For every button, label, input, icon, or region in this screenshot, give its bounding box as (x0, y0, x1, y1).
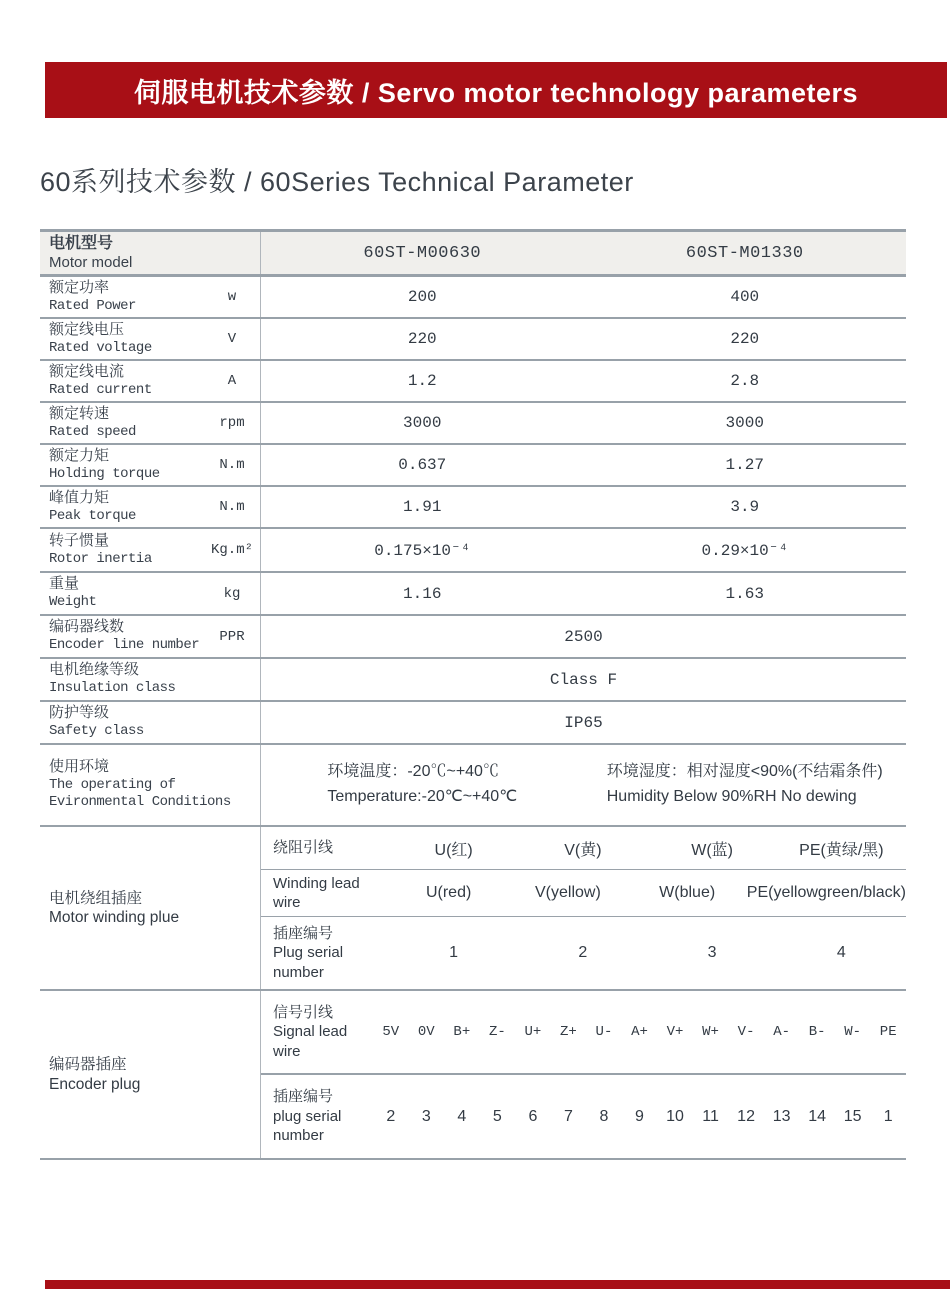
header-banner (45, 62, 947, 118)
table-row-rated-current (40, 361, 906, 403)
row-unit: rpm (219, 415, 245, 431)
lead-wire-zh-values (389, 837, 906, 860)
row-label-en: Insulation class (49, 680, 176, 697)
cell-value: 15 (843, 1107, 862, 1125)
encoder-signal-row (261, 991, 906, 1075)
row-unit: w (227, 289, 237, 305)
cell-value: 3 (421, 1107, 431, 1125)
header-label-en: Motor model (49, 253, 133, 271)
row-unit: PPR (219, 628, 245, 645)
table-row-safety-class (40, 702, 906, 745)
cell-value: 8 (599, 1107, 609, 1125)
footer-rule (45, 1280, 950, 1289)
header-label (49, 234, 260, 273)
row-label-zh: 额定功率 (49, 278, 110, 296)
row-label (49, 405, 208, 441)
sub-row-label (261, 1003, 373, 1062)
row-label-en-line2: Evironmental Conditions (49, 794, 231, 811)
cell-value: 6 (528, 1107, 538, 1125)
cell-value: B- (808, 1024, 826, 1040)
cell-value: U+ (524, 1024, 542, 1040)
cell-value: 220 (407, 330, 437, 348)
row-label-zh: 额定转速 (49, 404, 110, 422)
winding-sub-rows (261, 827, 906, 989)
cell-value: 11 (702, 1107, 719, 1125)
page-title: 60系列技术参数 / 60Series Technical Parameter (40, 167, 634, 197)
cell-value: 1.2 (407, 372, 437, 390)
cell-value: W+ (702, 1024, 719, 1040)
row-label-zh: 重量 (49, 575, 80, 593)
row-label-en: Weight (49, 594, 97, 611)
cell-value: 2 (578, 944, 588, 961)
cell-value: 0.175×10⁻⁴ (374, 542, 471, 560)
section-label (49, 1055, 260, 1094)
row-label (49, 618, 208, 654)
plug-serial-zh: 插座编号 (273, 1088, 334, 1106)
table-row-rated-voltage (40, 319, 906, 361)
row-label-cell (40, 529, 261, 571)
row-label-zh: 额定线电流 (49, 362, 125, 380)
section-label-cell (40, 991, 261, 1158)
row-label-en: Holding torque (49, 465, 160, 482)
cell-value: V(yellow) (535, 884, 601, 901)
cell-value: U(red) (425, 884, 472, 901)
signal-en: Signal lead wire (273, 1023, 348, 1060)
header-label-cell (40, 232, 261, 274)
row-label-en: Safety class (49, 723, 144, 740)
encoder-plug-serial-values (373, 1108, 906, 1126)
row-label-en: Rated voltage (49, 339, 152, 356)
cell-value: 5 (492, 1107, 502, 1125)
cell-value: Class F (549, 670, 618, 689)
row-label-zh: 电机绝缘等级 (49, 661, 140, 679)
row-label-zh: 使用环境 (49, 758, 110, 776)
cell-value: Z- (488, 1024, 506, 1040)
cell-value: 1.91 (403, 498, 442, 516)
row-label-cell (40, 277, 261, 317)
cell-value: 4 (457, 1107, 467, 1125)
row-label-en: Rated current (49, 381, 152, 398)
cell-value: 1.63 (725, 584, 764, 603)
cell-value: B+ (453, 1024, 471, 1040)
winding-lead-wire-en-row (261, 870, 906, 917)
cell-value: A- (773, 1024, 791, 1040)
row-label-zh: 额定力矩 (49, 446, 110, 464)
banner-title: 伺服电机技术参数 / Servo motor technology parameters (133, 77, 859, 108)
row-label-en-line1: The operating of (49, 776, 176, 793)
section-label-cell (40, 827, 261, 989)
encoder-plug-serial-row (261, 1075, 906, 1158)
row-label (49, 758, 260, 812)
table-row-encoder-line-number (40, 616, 906, 659)
row-label-en: Peak torque (49, 507, 136, 524)
cell-value: 220 (730, 330, 760, 348)
row-label-zh: 额定线电压 (49, 320, 125, 338)
model-column-2: 60ST-M01330 (685, 243, 804, 263)
row-label-en: Rated Power (49, 297, 136, 314)
row-unit: Kg.m² (210, 542, 253, 558)
cell-value: W(蓝) (691, 841, 733, 859)
row-label-zh: 防护等级 (49, 704, 110, 722)
cell-value: 0.29×10⁻⁴ (701, 542, 788, 560)
winding-lead-wire-zh-row (261, 827, 906, 870)
cell-value: V- (737, 1024, 755, 1040)
cell-value: 2500 (564, 627, 603, 646)
row-unit: V (227, 331, 237, 347)
cell-value: Z+ (560, 1024, 577, 1040)
row-label (49, 489, 208, 525)
sub-row-label (261, 874, 389, 913)
section-label-en: Encoder plug (49, 1075, 141, 1093)
cell-value: V+ (666, 1024, 684, 1040)
cell-value: A+ (631, 1024, 648, 1040)
row-label-cell (40, 745, 261, 825)
humidity-zh: 环境湿度：相对湿度<90%(不结霜条件) (606, 763, 883, 781)
lead-wire-en-values (389, 884, 906, 902)
row-label (49, 704, 260, 740)
winding-plug-serial-row (261, 917, 906, 989)
table-row-rated-power (40, 277, 906, 319)
cell-value: 2 (386, 1107, 396, 1125)
cell-value: 3000 (403, 414, 442, 432)
cell-value: 14 (808, 1107, 827, 1125)
cell-value: V(黄) (564, 841, 602, 859)
humidity-text (607, 760, 883, 810)
row-label-zh: 转子惯量 (49, 531, 110, 549)
row-label-cell (40, 403, 261, 443)
plug-serial-en: Plug serial number (273, 944, 344, 981)
row-label-cell (40, 702, 261, 743)
table-row-rotor-inertia (40, 529, 906, 573)
cell-value: 200 (407, 288, 437, 306)
temperature-zh: 环境温度：-20℃~+40℃ (327, 763, 499, 781)
cell-value: PE(yellowgreen/black) (746, 884, 906, 901)
table-row-weight (40, 573, 906, 616)
cell-value: IP65 (564, 713, 603, 732)
table-header-row (40, 232, 906, 277)
section-label (49, 889, 260, 928)
row-label (49, 447, 208, 483)
cell-value: 9 (635, 1107, 644, 1125)
table-row-rated-speed (40, 403, 906, 445)
temperature-text (327, 760, 517, 810)
cell-value: PE(黄绿/黑) (799, 841, 884, 859)
cell-value: W(blue) (659, 884, 716, 901)
row-label-cell (40, 616, 261, 657)
section-label-zh: 编码器插座 (49, 1056, 127, 1074)
section-label-en: Motor winding plue (49, 909, 180, 926)
cell-value: 4 (836, 944, 846, 961)
environment-temperature-cell (261, 745, 584, 825)
lead-wire-zh-label: 绕阻引线 (273, 839, 334, 857)
header-label-zh: 电机型号 (49, 234, 114, 252)
encoder-sub-rows (261, 991, 906, 1158)
cell-value: 3 (707, 944, 717, 961)
environment-humidity-cell (584, 745, 907, 825)
cell-value: U(红) (434, 841, 473, 859)
temperature-en: Temperature:-20℃~+40℃ (327, 788, 518, 805)
winding-plug-serial-values (389, 944, 906, 962)
plug-serial-en: plug serial number (273, 1107, 342, 1145)
section-motor-winding-plug (40, 827, 906, 991)
row-label-zh: 峰值力矩 (49, 488, 110, 506)
table-row-environment (40, 745, 906, 827)
row-label-cell (40, 319, 261, 359)
cell-value: 1 (449, 944, 459, 961)
cell-value: 400 (730, 288, 760, 306)
section-label-zh: 电机绕组插座 (49, 889, 143, 907)
table-row-peak-torque (40, 487, 906, 529)
cell-value: 12 (737, 1107, 755, 1125)
table-row-insulation-class (40, 659, 906, 702)
row-label-zh: 编码器线数 (49, 618, 125, 636)
row-label (49, 575, 208, 611)
cell-value: 1 (883, 1107, 893, 1125)
spec-table (40, 229, 906, 1160)
model-column-1: 60ST-M00630 (363, 243, 482, 263)
row-unit: kg (223, 585, 241, 602)
row-label-cell (40, 445, 261, 485)
cell-value: 7 (563, 1107, 573, 1125)
row-label-en: Rotor inertia (49, 550, 152, 567)
row-label-cell (40, 573, 261, 614)
cell-value: PE (879, 1024, 897, 1040)
cell-value: 13 (772, 1107, 791, 1125)
cell-value: U- (595, 1024, 613, 1040)
cell-value: W- (844, 1024, 862, 1040)
sub-row-label (261, 1087, 373, 1146)
section-encoder-plug (40, 991, 906, 1160)
lead-wire-en-label: Winding lead wire (273, 874, 360, 911)
row-label (49, 363, 208, 399)
sub-row-label (261, 924, 389, 983)
plug-serial-zh: 插座编号 (273, 924, 334, 942)
signal-zh: 信号引线 (273, 1003, 334, 1021)
cell-value: 5V (382, 1024, 400, 1040)
cell-value: 1.16 (403, 584, 442, 603)
cell-value: 3000 (725, 414, 764, 432)
row-label (49, 321, 208, 357)
cell-value: 1.27 (725, 456, 764, 474)
sub-row-label (261, 838, 389, 858)
cell-value: 0.637 (398, 456, 447, 474)
cell-value: 2.8 (730, 372, 760, 390)
cell-value: 10 (666, 1107, 684, 1125)
row-label (49, 661, 260, 697)
row-label (49, 532, 208, 568)
row-unit: N.m (219, 499, 245, 515)
signal-values (373, 1024, 906, 1040)
cell-value: 3.9 (730, 498, 760, 516)
row-unit: A (227, 373, 237, 389)
row-label (49, 279, 208, 315)
cell-value: 0V (417, 1024, 435, 1040)
humidity-en: Humidity Below 90%RH No dewing (606, 788, 857, 805)
table-row-holding-torque (40, 445, 906, 487)
row-label-en: Rated speed (49, 423, 136, 440)
row-label-cell (40, 361, 261, 401)
row-label-en: Encoder line number (49, 637, 200, 654)
row-unit: N.m (219, 457, 245, 473)
row-label-cell (40, 487, 261, 527)
row-label-cell (40, 659, 261, 700)
